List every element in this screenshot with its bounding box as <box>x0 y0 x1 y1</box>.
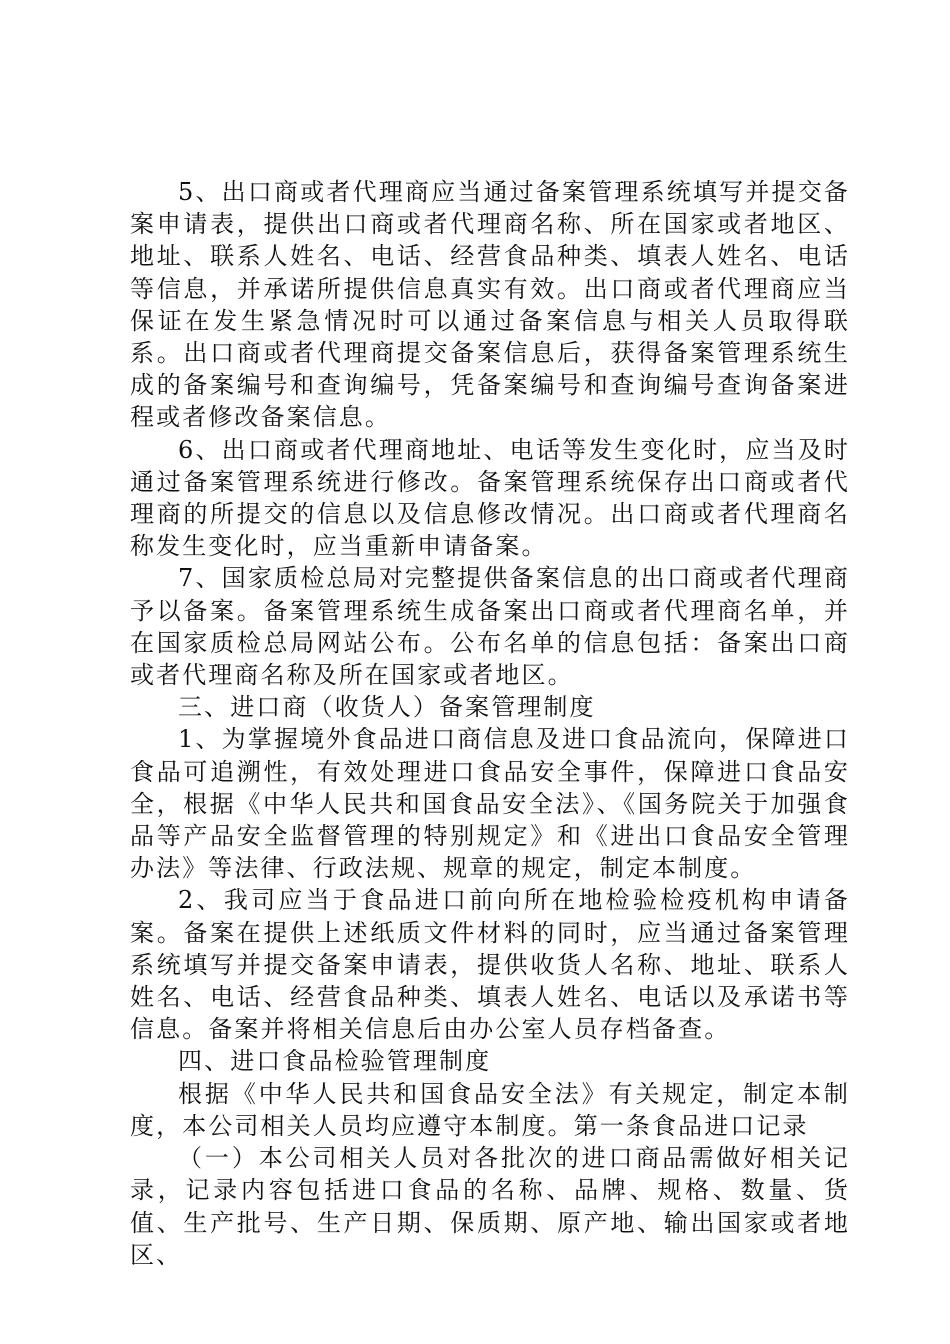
paragraph-exporter-changes: 6、出口商或者代理商地址、电话等发生变化时，应当及时通过备案管理系统进行修改。备案管理系统保存出口商或者代理商的所提交的信息以及信息修改情况。出口商或者代理商名称发生变化时，应当重新申请备案。 <box>130 435 850 561</box>
paragraph-exporter-registration: 5、出口商或者代理商应当通过备案管理系统填写并提交备案申请表，提供出口商或者代理商名称、所在国家或者地区、地址、联系人姓名、电话、经营食品种类、填表人姓名、电话等信息，并承诺所提供信息真实有效。出口商或者代理商应当保证在发生紧急情况时可以通过备案信息与相关人员取得联系。出口商或者代理商提交备案信息后，获得备案管理系统生成的备案编号和查询编号，凭备案编号和查询编号查询备案进程或者修改备案信息。 <box>130 178 850 432</box>
section-heading-importer-registration: 三、进口商（收货人）备案管理制度 <box>178 693 596 722</box>
paragraph-inspection-basis: 根据《中华人民共和国食品安全法》有关规定，制定本制度，本公司相关人员均应遵守本制度。第一条食品进口记录 <box>130 1079 850 1140</box>
document-page <box>130 176 850 1271</box>
paragraph-importer-application: 2、我司应当于食品进口前向所在地检验检疫机构申请备案。备案在提供上述纸质文件材料的同时，应当通过备案管理系统填写并提交备案申请表，提供收货人名称、地址、联系人姓名、电话、经营食品种类、填表人姓名、电话以及承诺书等信息。备案并将相关信息后由办公室人员存档备查。 <box>130 886 850 1044</box>
paragraph-importer-purpose: 1、为掌握境外食品进口商信息及进口食品流向，保障进口食品可追溯性，有效处理进口食品安全事件，保障进口食品安全，根据《中华人民共和国食品安全法》、《国务院关于加强食品等产品安全监督管理的特别规定》和《进出口食品安全管理办法》等法律、行政法规、规章的规定，制定本制度。 <box>130 725 850 883</box>
paragraph-exporter-publication: 7、国家质检总局对完整提供备案信息的出口商或者代理商予以备案。备案管理系统生成备案出口商或者代理商名单，并在国家质检总局网站公布。公布名单的信息包括：备案出口商或者代理商名称及所在国家或者地区。 <box>130 564 850 690</box>
paragraph-import-records: （一）本公司相关人员对各批次的进口商品需做好相关记录，记录内容包括进口食品的名称、品牌、规格、数量、货值、生产批号、生产日期、保质期、原产地、输出国家或者地区、 <box>130 1144 850 1269</box>
section-heading-import-inspection: 四、进口食品检验管理制度 <box>178 1047 492 1076</box>
